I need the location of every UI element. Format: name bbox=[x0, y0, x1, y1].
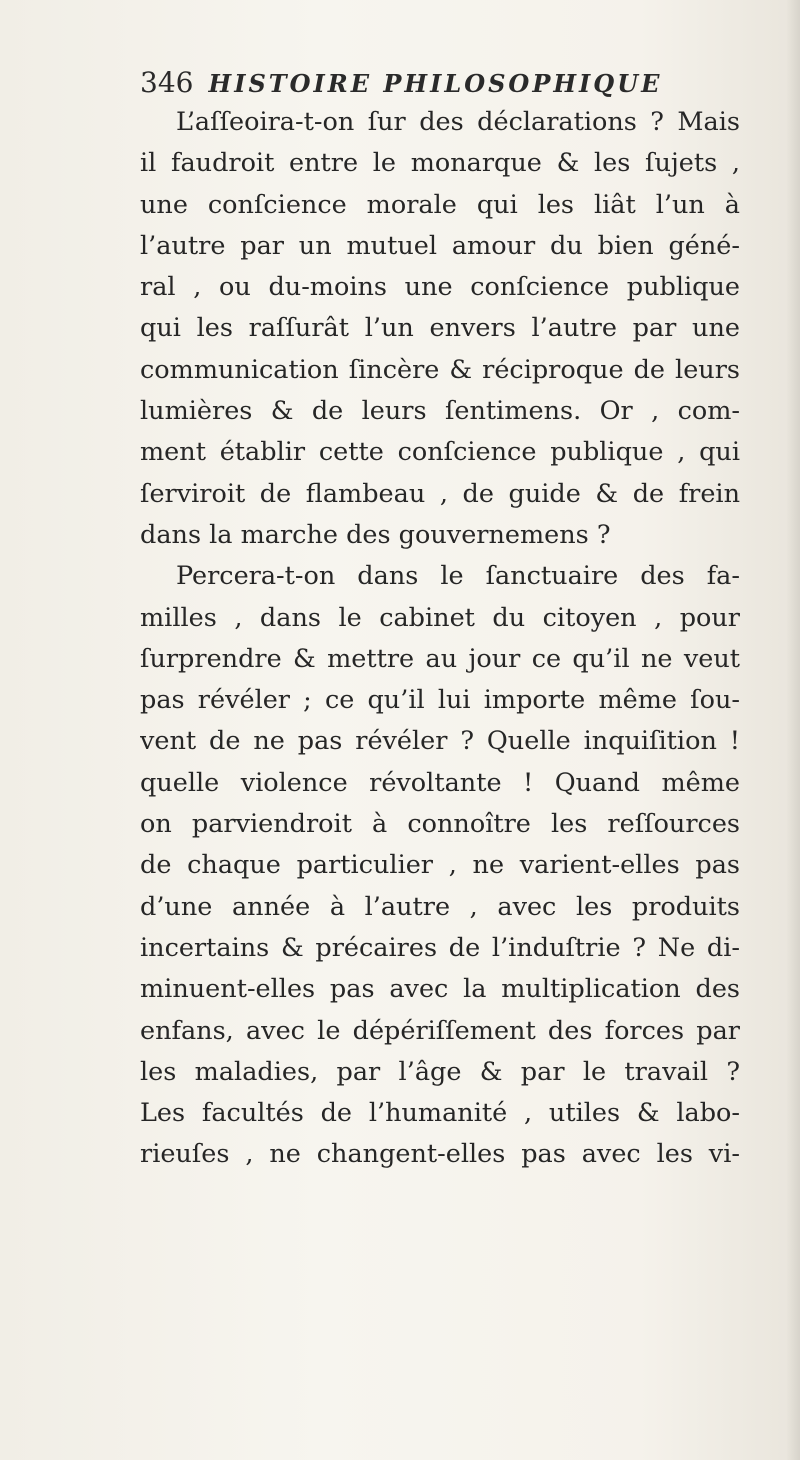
text-line: une conſcience morale qui les liât l’un à bbox=[140, 189, 740, 220]
text-line: lumières & de leurs ſentimens. Or , com- bbox=[140, 396, 740, 427]
text-line: L’aſſeoira-t-on ſur des déclarations ? Mais bbox=[176, 107, 740, 137]
page-edge-shadow bbox=[786, 0, 800, 1460]
text-line: Les facultés de l’humanité , utiles & labo- bbox=[140, 1098, 740, 1129]
text-line: dans la marche des gouvernemens ? bbox=[140, 519, 611, 550]
text-line: on parviendroit à connoître les reſſources bbox=[140, 809, 740, 840]
text-line: minuent-elles pas avec la multiplication des bbox=[140, 974, 740, 1005]
text-line: qui les raſſurât l’un envers l’autre par une bbox=[140, 313, 740, 344]
text-line: Percera-t-on dans le ſanctuaire des fa- bbox=[176, 561, 740, 592]
text-line: ral , ou du-moins une conſcience publique bbox=[140, 272, 740, 303]
text-line: milles , dans le cabinet du citoyen , pour bbox=[140, 602, 740, 633]
text-line: communication ſincère & réciproque de leurs bbox=[140, 354, 740, 385]
text-line: ment établir cette conſcience publique , qui bbox=[140, 437, 740, 468]
text-line: il faudroit entre le monarque & les ſujets , bbox=[140, 148, 740, 179]
text-line: les maladies, par l’âge & par le travail ? bbox=[140, 1056, 740, 1087]
text-line: vent de ne pas révéler ? Quelle inquiſition ! bbox=[140, 726, 740, 757]
text-line: de chaque particulier , ne varient-elles pas bbox=[140, 850, 740, 881]
text-line: incertains & précaires de l’induſtrie ? Ne di- bbox=[140, 932, 740, 963]
text-line: rieuſes , ne changent-elles pas avec les vi- bbox=[140, 1139, 740, 1170]
text-line: l’autre par un mutuel amour du bien géné- bbox=[140, 230, 740, 261]
text-line: pas révéler ; ce qu’il lui importe même ſou- bbox=[140, 685, 740, 716]
running-title: HISTOIRE PHILOSOPHIQUE bbox=[208, 69, 663, 98]
text-line: quelle violence révoltante ! Quand même bbox=[140, 767, 740, 798]
text-line: enfans, avec le dépériſſement des forces par bbox=[140, 1015, 740, 1046]
text-line: ſerviroit de flambeau , de guide & de frein bbox=[140, 478, 740, 509]
body-text bbox=[140, 102, 740, 1176]
text-line: d’une année à l’autre , avec les produits bbox=[140, 891, 740, 922]
page-number: 346 bbox=[140, 66, 194, 99]
text-line: ſurprendre & mettre au jour ce qu’il ne veut bbox=[140, 643, 740, 674]
